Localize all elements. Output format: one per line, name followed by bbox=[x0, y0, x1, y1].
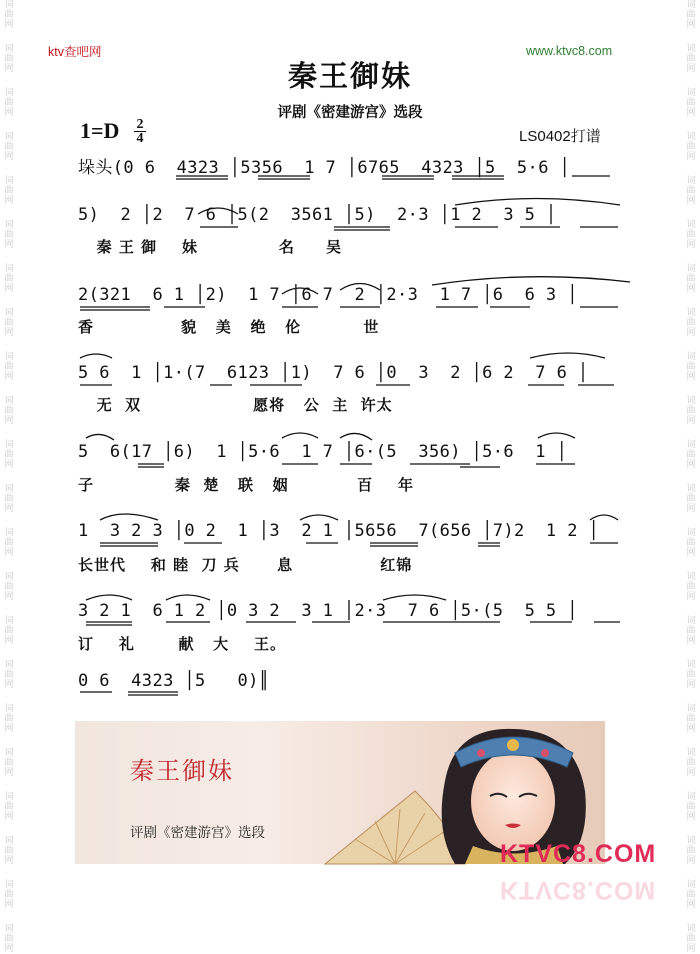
song-title: 秦王御妹 bbox=[287, 59, 412, 93]
score-line-4-notes: 5 6 1 │1·(7 6123 │1) 7 6 │0 3 2 │6 2 7 6 │ bbox=[78, 363, 589, 383]
watermark-glyph: 曲 bbox=[4, 142, 14, 152]
watermark-glyph-group bbox=[686, 792, 695, 822]
watermark-glyph: 曲 bbox=[4, 230, 14, 240]
watermark-glyph: 曲 bbox=[4, 934, 14, 944]
watermark-glyph: 词 bbox=[4, 528, 14, 538]
watermark-glyph: 曲 bbox=[686, 626, 696, 636]
watermark-glyph-group bbox=[686, 660, 695, 690]
slur bbox=[100, 514, 158, 520]
watermark-glyph: 词 bbox=[4, 704, 14, 714]
side-watermark-right bbox=[684, 0, 698, 954]
watermark-glyph: 曲 bbox=[4, 186, 14, 196]
watermark-glyph: 网 bbox=[4, 900, 14, 910]
watermark-glyph: 词 bbox=[686, 264, 696, 274]
watermark-glyph: 曲 bbox=[4, 406, 14, 416]
watermark-glyph: 曲 bbox=[686, 362, 696, 372]
banner-title: 秦王御妹 bbox=[130, 757, 234, 785]
watermark-glyph: 网 bbox=[686, 680, 696, 690]
meter-bottom: 4 bbox=[136, 131, 144, 146]
watermark-glyph: 词 bbox=[4, 440, 14, 450]
watermark-glyph: 网 bbox=[686, 196, 696, 206]
watermark-glyph-group bbox=[686, 308, 695, 338]
score-line-3-lyrics: 香 貌 美 绝 伦 世 bbox=[78, 318, 380, 336]
watermark-glyph: 词 bbox=[4, 264, 14, 274]
watermark-glyph: 词 bbox=[4, 880, 14, 890]
slur bbox=[80, 354, 112, 358]
underline bbox=[86, 622, 620, 625]
watermark-glyph-group bbox=[4, 792, 13, 822]
watermark-glyph: 网 bbox=[686, 328, 696, 338]
watermark-glyph: 曲 bbox=[4, 274, 14, 284]
watermark-glyph: 词 bbox=[4, 396, 14, 406]
watermark-glyph: 词 bbox=[4, 220, 14, 230]
watermark-glyph: 词 bbox=[686, 924, 696, 934]
watermark-glyph: 网 bbox=[4, 592, 14, 602]
headdress-jewel bbox=[541, 749, 549, 757]
watermark-glyph-group bbox=[686, 0, 695, 30]
watermark-glyph: 曲 bbox=[686, 10, 696, 20]
face-shape bbox=[471, 751, 555, 851]
slur bbox=[282, 433, 318, 438]
watermark-glyph: 词 bbox=[686, 352, 696, 362]
watermark-glyph: 词 bbox=[4, 748, 14, 758]
watermark-glyph: 网 bbox=[686, 108, 696, 118]
watermark-glyph: 曲 bbox=[4, 362, 14, 372]
watermark-glyph-group bbox=[4, 880, 13, 910]
watermark-glyph-group bbox=[4, 264, 13, 294]
watermark-glyph: 曲 bbox=[4, 846, 14, 856]
watermark-glyph: 曲 bbox=[686, 670, 696, 680]
slur bbox=[166, 595, 210, 600]
watermark-glyph: 曲 bbox=[4, 758, 14, 768]
watermark-glyph: 词 bbox=[686, 308, 696, 318]
watermark-glyph: 曲 bbox=[4, 10, 14, 20]
watermark-glyph-group bbox=[686, 572, 695, 602]
score-line-7-lyrics: 订 礼 献 大 王。 bbox=[78, 635, 286, 653]
watermark-glyph: 词 bbox=[4, 88, 14, 98]
watermark-glyph: 网 bbox=[4, 20, 14, 30]
watermark-glyph: 曲 bbox=[686, 846, 696, 856]
watermark-glyph: 网 bbox=[686, 768, 696, 778]
watermark-glyph: 词 bbox=[4, 308, 14, 318]
watermark-glyph: 曲 bbox=[686, 494, 696, 504]
watermark-glyph: 曲 bbox=[686, 318, 696, 328]
watermark-glyph: 曲 bbox=[686, 230, 696, 240]
watermark-glyph: 曲 bbox=[686, 54, 696, 64]
watermark-glyph: 网 bbox=[4, 372, 14, 382]
watermark-glyph: 词 bbox=[686, 528, 696, 538]
watermark-glyph: 曲 bbox=[4, 494, 14, 504]
watermark-glyph-group bbox=[686, 616, 695, 646]
watermark-glyph: 网 bbox=[686, 416, 696, 426]
watermark-glyph: 网 bbox=[686, 944, 696, 954]
banner-subtitle: 评剧《密建游宫》选段 bbox=[130, 825, 265, 841]
watermark-glyph: 词 bbox=[4, 0, 14, 10]
watermark-glyph-group bbox=[4, 836, 13, 866]
watermark-glyph-group bbox=[4, 308, 13, 338]
underline bbox=[80, 692, 178, 695]
watermark-glyph: 网 bbox=[686, 548, 696, 558]
watermark-glyph-group bbox=[686, 528, 695, 558]
watermark-glyph: 词 bbox=[686, 792, 696, 802]
headdress-jewel bbox=[477, 749, 485, 757]
watermark-glyph: 词 bbox=[4, 924, 14, 934]
watermark-glyph-group bbox=[686, 176, 695, 206]
watermark-glyph-group bbox=[686, 352, 695, 382]
watermark-glyph: 词 bbox=[686, 484, 696, 494]
watermark-glyph: 网 bbox=[686, 460, 696, 470]
headdress-jewel bbox=[507, 739, 519, 751]
watermark-glyph: 网 bbox=[686, 372, 696, 382]
watermark-glyph: 网 bbox=[4, 460, 14, 470]
watermark-glyph: 词 bbox=[686, 44, 696, 54]
watermark-glyph-group bbox=[686, 132, 695, 162]
slur bbox=[530, 353, 605, 358]
watermark-glyph: 曲 bbox=[4, 450, 14, 460]
watermark-glyph-group bbox=[686, 484, 695, 514]
underline bbox=[200, 227, 618, 230]
watermark-glyph-group bbox=[4, 528, 13, 558]
watermark-glyph: 曲 bbox=[686, 274, 696, 284]
watermark-glyph: 曲 bbox=[4, 626, 14, 636]
watermark-glyph-group bbox=[686, 836, 695, 866]
watermark-glyph: 词 bbox=[686, 748, 696, 758]
score-line-2-lyrics: 秦 王 御 妹 名 吴 bbox=[78, 238, 342, 256]
watermark-glyph: 曲 bbox=[4, 582, 14, 592]
watermark-glyph: 词 bbox=[686, 88, 696, 98]
watermark-glyph: 网 bbox=[686, 724, 696, 734]
logo-reflection: KTVC8.COM bbox=[500, 876, 657, 904]
watermark-glyph: 网 bbox=[686, 240, 696, 250]
watermark-glyph: 词 bbox=[686, 704, 696, 714]
watermark-glyph: 网 bbox=[4, 680, 14, 690]
watermark-glyph: 网 bbox=[4, 152, 14, 162]
meter-top: 2 bbox=[136, 117, 144, 132]
key-signature: 1=D bbox=[80, 118, 120, 143]
watermark-glyph-group bbox=[4, 132, 13, 162]
watermark-glyph: 网 bbox=[686, 856, 696, 866]
watermark-glyph: 曲 bbox=[4, 318, 14, 328]
logo-text: KTVC8.COM bbox=[500, 840, 657, 868]
watermark-glyph-group bbox=[686, 220, 695, 250]
watermark-glyph: 网 bbox=[4, 636, 14, 646]
watermark-glyph: 曲 bbox=[686, 890, 696, 900]
watermark-glyph: 曲 bbox=[686, 582, 696, 592]
watermark-glyph: 网 bbox=[686, 636, 696, 646]
watermark-glyph: 曲 bbox=[4, 670, 14, 680]
watermark-glyph: 曲 bbox=[686, 538, 696, 548]
watermark-glyph: 曲 bbox=[4, 802, 14, 812]
watermark-glyph-group bbox=[4, 0, 13, 30]
watermark-glyph: 词 bbox=[686, 616, 696, 626]
watermark-glyph: 网 bbox=[4, 548, 14, 558]
watermark-glyph: 网 bbox=[4, 944, 14, 954]
slur bbox=[340, 433, 372, 440]
slur bbox=[86, 434, 114, 440]
watermark-glyph: 网 bbox=[686, 592, 696, 602]
watermark-glyph: 词 bbox=[4, 484, 14, 494]
watermark-glyph: 网 bbox=[686, 20, 696, 30]
song-subtitle: 评剧《密建游宫》选段 bbox=[277, 105, 423, 121]
watermark-glyph: 曲 bbox=[4, 890, 14, 900]
watermark-glyph: 网 bbox=[686, 64, 696, 74]
slur bbox=[590, 515, 618, 520]
watermark-glyph: 网 bbox=[4, 328, 14, 338]
score-line-2-notes: 5) 2 │2 7 6 │5(2 3561 │5) 2·3 │1 2 3 5 │ bbox=[78, 205, 557, 225]
watermark-glyph-group bbox=[4, 924, 13, 954]
watermark-glyph-group bbox=[4, 660, 13, 690]
time-signature bbox=[132, 118, 148, 145]
underline bbox=[138, 464, 575, 467]
underline bbox=[100, 543, 618, 546]
watermark-glyph: 词 bbox=[686, 660, 696, 670]
slur bbox=[300, 515, 338, 520]
watermark-glyph: 词 bbox=[686, 0, 696, 10]
watermark-glyph: 网 bbox=[4, 812, 14, 822]
watermark-glyph: 词 bbox=[686, 132, 696, 142]
score-line-3-notes: 2(321 6 1 │2) 1 7 │6 7 2 │2·3 1 7 │6 6 3 │ bbox=[78, 285, 578, 305]
watermark-glyph: 曲 bbox=[4, 538, 14, 548]
score-line-7-notes: 3 2 1 6 1 2 │0 3 2 3 1 │2·3 7 6 │5·(5 5 5 │ bbox=[78, 601, 578, 621]
ktvc8-logo bbox=[500, 838, 657, 904]
watermark-glyph: 曲 bbox=[4, 54, 14, 64]
watermark-glyph: 曲 bbox=[686, 758, 696, 768]
underline bbox=[80, 307, 618, 310]
watermark-glyph: 词 bbox=[686, 440, 696, 450]
watermark-glyph-group bbox=[686, 924, 695, 954]
watermark-glyph: 词 bbox=[686, 880, 696, 890]
watermark-glyph: 词 bbox=[4, 660, 14, 670]
watermark-glyph: 网 bbox=[4, 504, 14, 514]
watermark-glyph: 词 bbox=[4, 836, 14, 846]
arranger-credit: LS0402打谱 bbox=[519, 128, 601, 145]
watermark-glyph-group bbox=[4, 572, 13, 602]
watermark-glyph-group bbox=[686, 704, 695, 734]
watermark-glyph: 曲 bbox=[4, 714, 14, 724]
watermark-glyph: 网 bbox=[4, 856, 14, 866]
score-line-6-lyrics: 长世代 和 睦 刀 兵 息 红锦 bbox=[78, 556, 413, 574]
watermark-glyph: 曲 bbox=[686, 802, 696, 812]
watermark-glyph: 词 bbox=[4, 44, 14, 54]
score-line-8-notes: 0 6 4323 │5 0)║ bbox=[78, 671, 270, 691]
watermark-glyph: 词 bbox=[686, 220, 696, 230]
score-line-6-notes: 1 3 2 3 │0 2 1 │3 2 1 │5656 7(656 │7)2 1 2 │ bbox=[78, 521, 600, 541]
slur bbox=[432, 277, 630, 285]
watermark-glyph-group bbox=[4, 352, 13, 382]
watermark-glyph: 曲 bbox=[686, 142, 696, 152]
watermark-glyph: 网 bbox=[4, 416, 14, 426]
side-watermark-left bbox=[2, 0, 16, 954]
watermark-glyph-group bbox=[4, 616, 13, 646]
watermark-glyph-group bbox=[686, 748, 695, 778]
watermark-glyph-group bbox=[4, 176, 13, 206]
site-url-right: www.ktvc8.com bbox=[526, 44, 613, 58]
watermark-glyph: 曲 bbox=[686, 186, 696, 196]
watermark-glyph: 网 bbox=[4, 284, 14, 294]
watermark-glyph: 曲 bbox=[4, 98, 14, 108]
watermark-glyph: 词 bbox=[4, 572, 14, 582]
watermark-glyph: 词 bbox=[4, 352, 14, 362]
watermark-glyph: 词 bbox=[4, 132, 14, 142]
watermark-glyph-group bbox=[4, 440, 13, 470]
watermark-glyph: 网 bbox=[4, 768, 14, 778]
watermark-glyph: 网 bbox=[4, 724, 14, 734]
watermark-glyph: 网 bbox=[4, 240, 14, 250]
slur bbox=[383, 595, 446, 600]
watermark-glyph-group bbox=[4, 396, 13, 426]
watermark-glyph: 网 bbox=[686, 152, 696, 162]
watermark-glyph: 词 bbox=[4, 792, 14, 802]
watermark-glyph-group bbox=[686, 264, 695, 294]
score-line-5-lyrics: 子 秦 楚 联 姻 百 年 bbox=[78, 476, 414, 494]
watermark-glyph: 曲 bbox=[686, 98, 696, 108]
watermark-glyph-group bbox=[686, 440, 695, 470]
site-name-left: ktv查吧网 bbox=[48, 45, 102, 59]
watermark-glyph-group bbox=[4, 748, 13, 778]
score-line-1-notes: 垛头(0 6 4323 │5356 1 7 │6765 4323 │5 5·6 │ bbox=[78, 158, 571, 178]
watermark-glyph: 网 bbox=[4, 196, 14, 206]
score-line-5-notes: 5 6(17 │6) 1 │5·6 1 7 │6·(5 356) │5·6 1 │ bbox=[78, 442, 568, 462]
watermark-glyph: 网 bbox=[4, 64, 14, 74]
watermark-glyph: 网 bbox=[686, 812, 696, 822]
watermark-glyph: 网 bbox=[686, 504, 696, 514]
watermark-glyph: 词 bbox=[4, 176, 14, 186]
watermark-glyph: 曲 bbox=[686, 406, 696, 416]
watermark-glyph: 词 bbox=[686, 396, 696, 406]
watermark-glyph: 曲 bbox=[686, 450, 696, 460]
watermark-glyph: 词 bbox=[686, 572, 696, 582]
watermark-glyph-group bbox=[4, 220, 13, 250]
watermark-glyph: 网 bbox=[686, 900, 696, 910]
watermark-glyph-group bbox=[686, 396, 695, 426]
watermark-glyph-group bbox=[686, 880, 695, 910]
watermark-glyph: 曲 bbox=[686, 714, 696, 724]
watermark-glyph-group bbox=[4, 704, 13, 734]
watermark-glyph: 词 bbox=[686, 176, 696, 186]
watermark-glyph: 词 bbox=[686, 836, 696, 846]
slur bbox=[86, 595, 132, 600]
watermark-glyph: 曲 bbox=[686, 934, 696, 944]
watermark-glyph: 网 bbox=[686, 284, 696, 294]
watermark-glyph-group bbox=[4, 484, 13, 514]
watermark-glyph: 词 bbox=[4, 616, 14, 626]
slur bbox=[538, 433, 575, 438]
score-line-4-lyrics: 无 双 愿将 公 主 许太 bbox=[78, 396, 393, 414]
watermark-glyph: 网 bbox=[4, 108, 14, 118]
